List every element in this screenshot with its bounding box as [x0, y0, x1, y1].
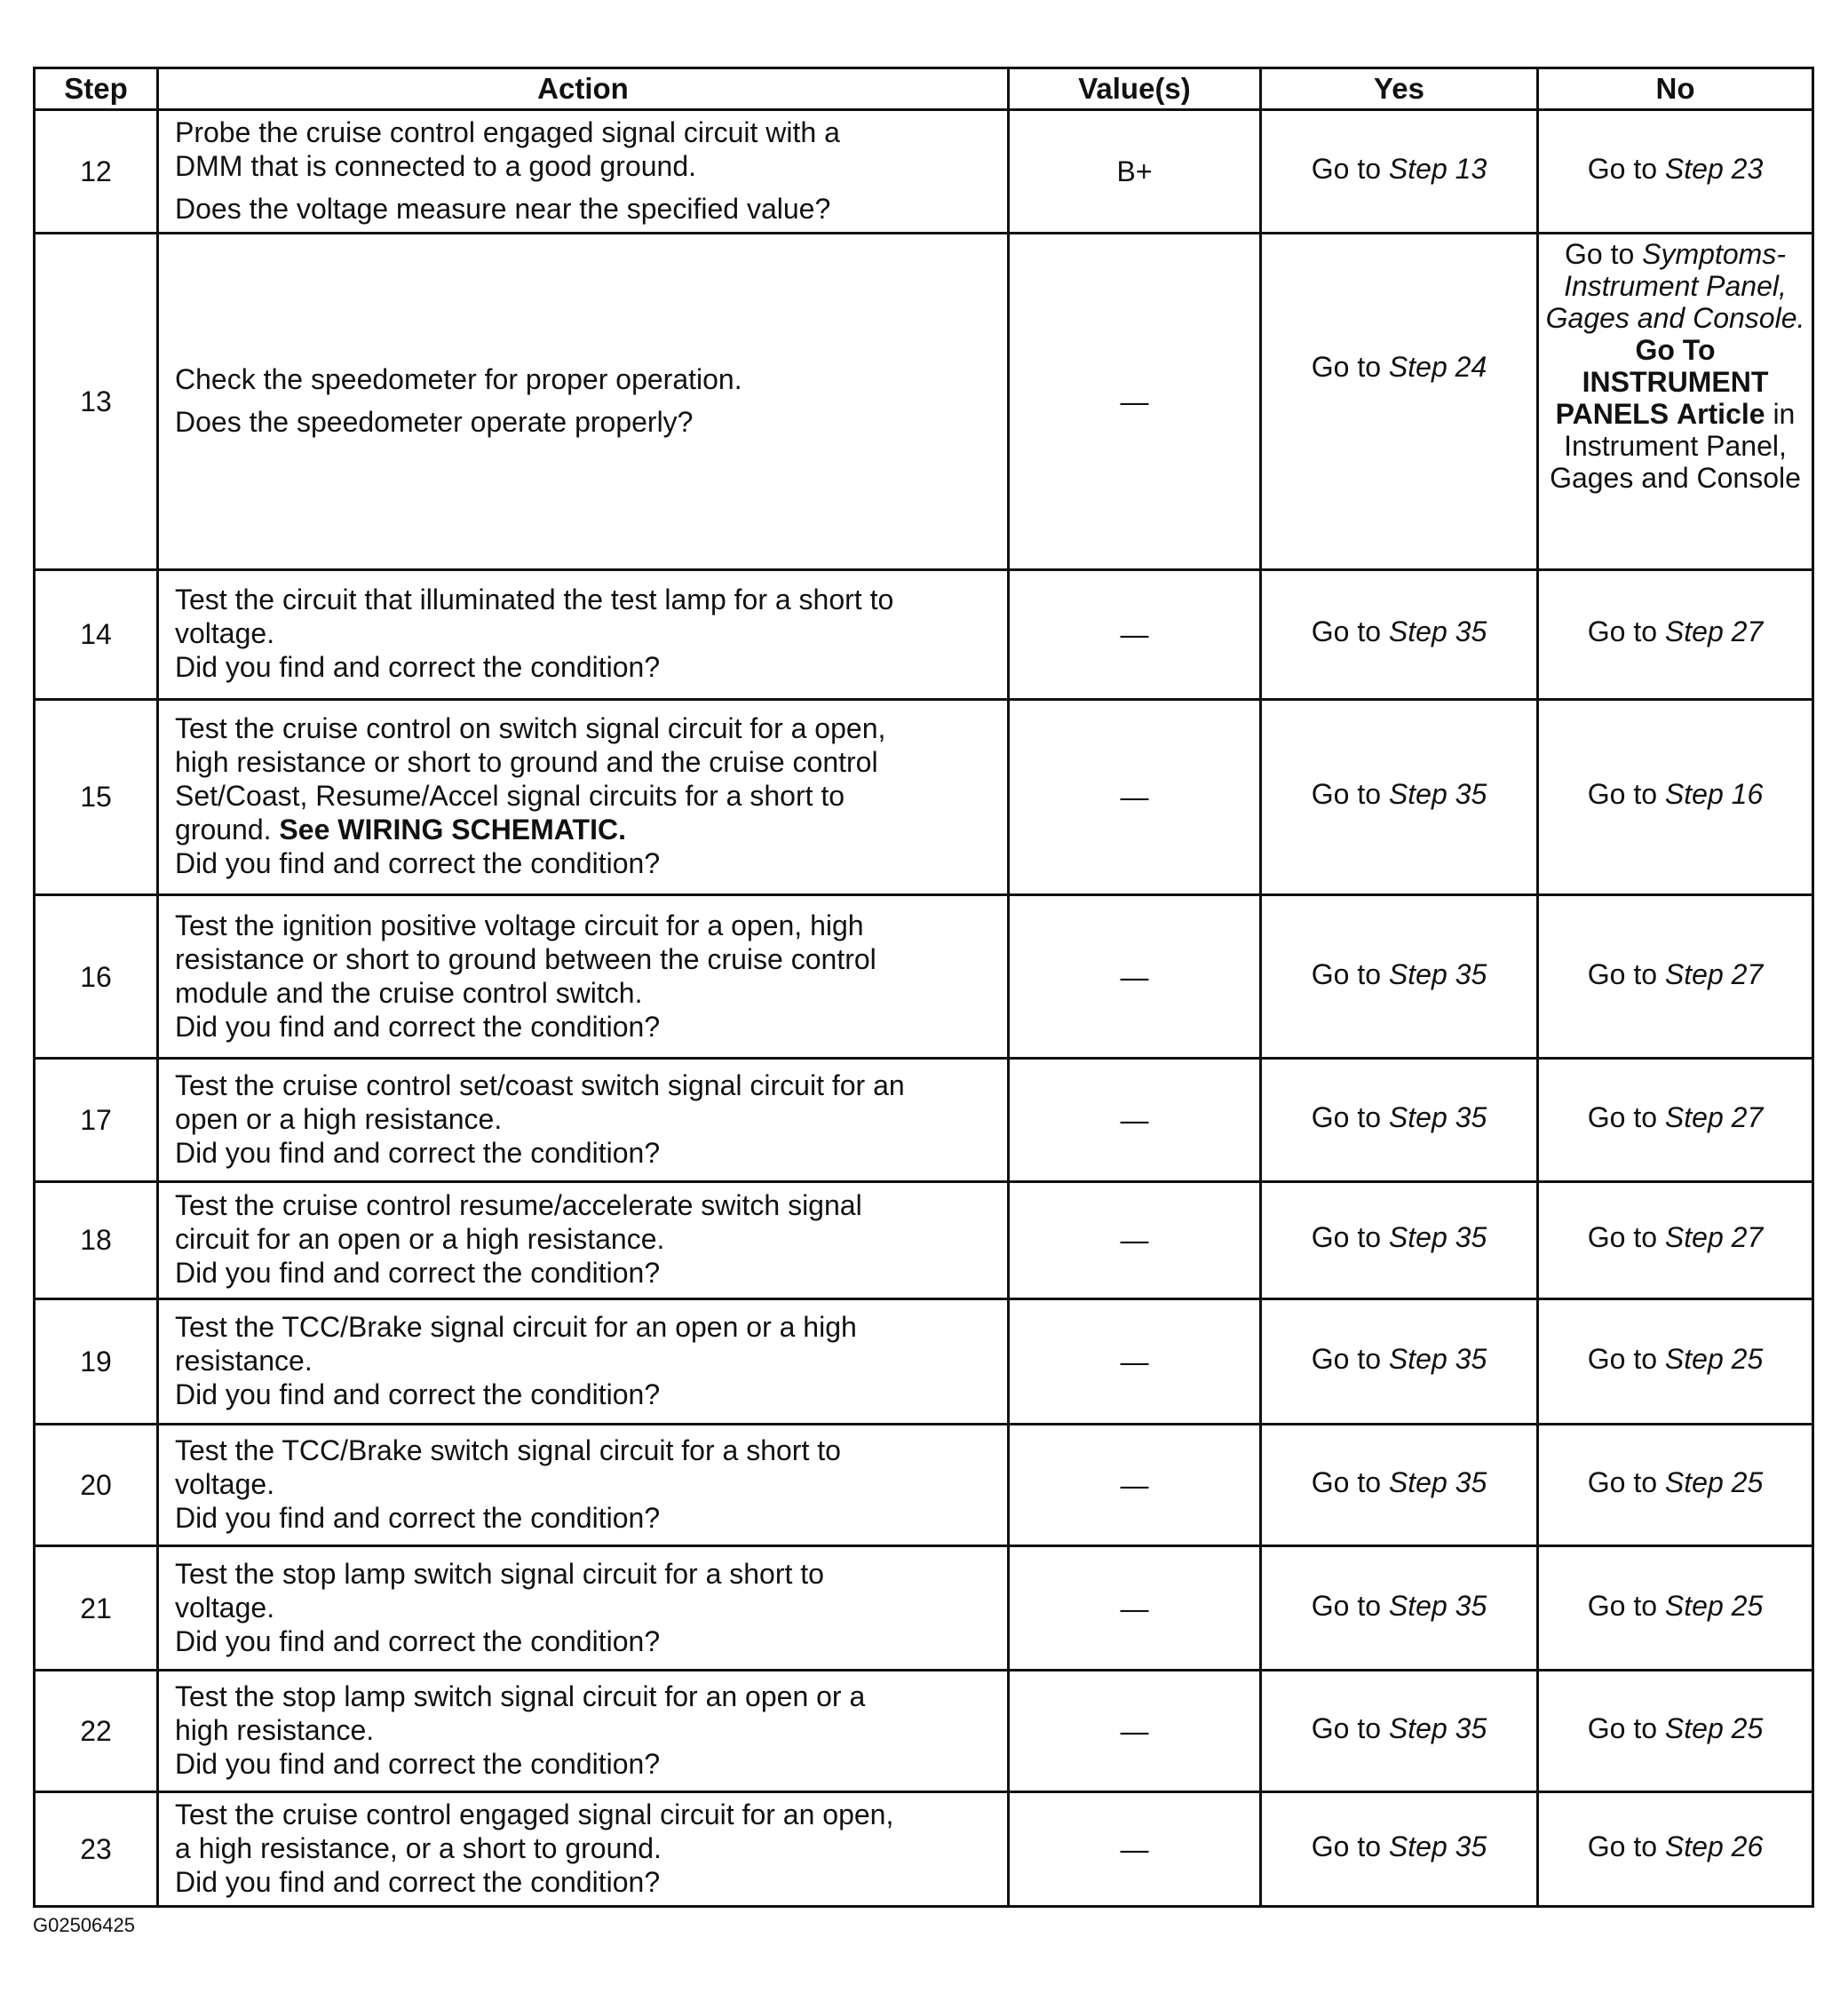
- action-text: DMM that is connected to a good ground.: [175, 149, 697, 182]
- step-number: 15: [35, 699, 158, 895]
- yes-step-link[interactable]: Step 35: [1388, 957, 1487, 990]
- table-row: [35, 233, 1813, 569]
- yes-step-link[interactable]: Step 35: [1388, 1466, 1487, 1499]
- action-text: Test the TCC/Brake signal circuit for an open or a high: [175, 1310, 857, 1343]
- yes-step-link[interactable]: Step 35: [1388, 1589, 1487, 1622]
- no-cell: [1538, 1424, 1813, 1546]
- yes-cell: [1261, 1670, 1538, 1792]
- yes-step-link[interactable]: Step 35: [1388, 1830, 1487, 1863]
- action-cell: [158, 110, 1009, 234]
- action-question: Did you find and correct the condition?: [175, 1624, 661, 1657]
- action-text: module and the cruise control switch.: [175, 976, 643, 1009]
- header-action: Action: [158, 68, 1009, 110]
- action-cell: [158, 1546, 1009, 1671]
- action-text: Probe the cruise control engaged signal circuit with a: [175, 115, 840, 148]
- header-no: No: [1538, 68, 1813, 110]
- no-prefix: Go to: [1587, 1100, 1658, 1133]
- action-question: Did you find and correct the condition?: [175, 651, 661, 684]
- table-row: [35, 1424, 1813, 1546]
- table-row: [35, 569, 1813, 699]
- action-cell: [158, 1792, 1009, 1907]
- figure-id: G02506425: [33, 1914, 135, 1936]
- action-text: open or a high resistance.: [175, 1102, 503, 1135]
- action-text: a high resistance, or a short to ground.: [175, 1832, 662, 1865]
- yes-prefix: Go to: [1311, 152, 1382, 185]
- action-cell: [158, 1181, 1009, 1299]
- action-cell: [158, 895, 1009, 1059]
- action-cell: [158, 1424, 1009, 1546]
- no-step-link[interactable]: Step 25: [1664, 1712, 1764, 1745]
- table-row: [35, 1792, 1813, 1907]
- action-cell: [158, 569, 1009, 699]
- step-number: 21: [35, 1546, 158, 1671]
- value-cell: —: [1009, 895, 1261, 1059]
- table-row: [35, 699, 1813, 895]
- yes-prefix: Go to: [1311, 1589, 1382, 1622]
- step-number: 13: [35, 233, 158, 569]
- no-cell: [1538, 1670, 1813, 1792]
- action-text: high resistance.: [175, 1714, 375, 1747]
- yes-prefix: Go to: [1311, 1221, 1382, 1254]
- value-cell: —: [1009, 233, 1261, 569]
- yes-step-link[interactable]: Step 35: [1388, 1221, 1487, 1254]
- yes-step-link[interactable]: Step 35: [1388, 615, 1487, 648]
- yes-prefix: Go to: [1311, 778, 1382, 811]
- action-cell: [158, 699, 1009, 895]
- yes-cell: [1261, 1299, 1538, 1425]
- no-step-link[interactable]: Step 16: [1664, 778, 1764, 811]
- step-number: 23: [35, 1792, 158, 1907]
- yes-step-link[interactable]: Step 35: [1388, 1712, 1487, 1745]
- yes-cell: [1261, 895, 1538, 1059]
- no-prefix: Go to: [1587, 152, 1658, 185]
- action-text: Test the cruise control set/coast switch signal circuit for an: [175, 1068, 905, 1101]
- no-step-link[interactable]: Step 26: [1664, 1830, 1764, 1863]
- yes-prefix: Go to: [1311, 1100, 1382, 1133]
- action-text: voltage.: [175, 1468, 275, 1501]
- yes-cell: [1261, 233, 1538, 569]
- no-prefix: Go to: [1587, 1712, 1658, 1745]
- no-step-link[interactable]: Step 27: [1664, 1100, 1764, 1133]
- action-text: Test the cruise control engaged signal circuit for an open,: [175, 1799, 894, 1831]
- header-row: [35, 68, 1813, 110]
- value-cell: —: [1009, 699, 1261, 895]
- yes-step-link[interactable]: Step 35: [1388, 778, 1487, 811]
- yes-cell: [1261, 1059, 1538, 1182]
- diagnostic-table: [33, 67, 1814, 1908]
- action-question: Did you find and correct the condition?: [175, 1748, 661, 1781]
- step-number: 19: [35, 1299, 158, 1425]
- action-text: Test the ignition positive voltage circuit for a open, high: [175, 909, 864, 941]
- header-step: Step: [35, 68, 158, 110]
- no-cell: [1538, 1059, 1813, 1182]
- table-row: [35, 1670, 1813, 1792]
- table-row: [35, 895, 1813, 1059]
- no-prefix: Go to: [1587, 778, 1658, 811]
- step-number: 12: [35, 110, 158, 234]
- no-cell: [1538, 1299, 1813, 1425]
- value-cell: —: [1009, 1792, 1261, 1907]
- step-number: 16: [35, 895, 158, 1059]
- wiring-schematic-link[interactable]: See WIRING SCHEMATIC.: [279, 814, 626, 846]
- yes-cell: [1261, 1546, 1538, 1671]
- table-row: [35, 110, 1813, 234]
- no-prefix: Go to: [1587, 957, 1658, 990]
- table-row: [35, 1299, 1813, 1425]
- value-cell: —: [1009, 1181, 1261, 1299]
- step-number: 17: [35, 1059, 158, 1182]
- action-text: voltage.: [175, 1591, 275, 1624]
- step-number: 14: [35, 569, 158, 699]
- yes-prefix: Go to: [1311, 350, 1382, 383]
- value-cell: —: [1009, 1299, 1261, 1425]
- action-cell: [158, 233, 1009, 569]
- value-cell: —: [1009, 1059, 1261, 1182]
- article-location-text: in Instrument Panel, Gages and Console: [1550, 397, 1801, 494]
- yes-prefix: Go to: [1311, 957, 1382, 990]
- action-cell: [158, 1059, 1009, 1182]
- value-cell: —: [1009, 1546, 1261, 1671]
- action-text: voltage.: [175, 617, 275, 650]
- action-cell: [158, 1299, 1009, 1425]
- no-step-link[interactable]: Step 27: [1664, 957, 1764, 990]
- step-number: 22: [35, 1670, 158, 1792]
- action-question: Did you find and correct the condition?: [175, 1502, 661, 1535]
- no-step-link[interactable]: Step 23: [1664, 152, 1764, 185]
- yes-prefix: Go to: [1311, 1342, 1382, 1375]
- action-question: Does the voltage measure near the specified value?: [175, 192, 831, 225]
- action-text: Set/Coast, Resume/Accel signal circuits for a short to: [175, 780, 845, 813]
- no-prefix: Go to: [1565, 237, 1635, 270]
- no-prefix: Go to: [1587, 1830, 1658, 1863]
- no-prefix: Go to: [1587, 1342, 1658, 1375]
- no-step-link[interactable]: Step 25: [1664, 1466, 1764, 1499]
- no-cell: [1538, 1792, 1813, 1907]
- yes-cell: [1261, 699, 1538, 895]
- no-step-link[interactable]: Step 25: [1664, 1589, 1764, 1622]
- value-cell: —: [1009, 569, 1261, 699]
- action-text: resistance.: [175, 1344, 313, 1377]
- yes-prefix: Go to: [1311, 615, 1382, 648]
- no-step-link[interactable]: Step 25: [1664, 1342, 1764, 1375]
- yes-step-link[interactable]: Step 13: [1388, 152, 1487, 185]
- no-prefix: Go to: [1587, 1466, 1658, 1499]
- step-number: 18: [35, 1181, 158, 1299]
- value-cell: B+: [1009, 110, 1261, 234]
- header-value: Value(s): [1009, 68, 1261, 110]
- no-go-to-text: Go To: [1635, 333, 1716, 366]
- action-question: Did you find and correct the condition?: [175, 1866, 661, 1899]
- no-cell: [1538, 1546, 1813, 1671]
- action-question: Did you find and correct the condition?: [175, 1010, 661, 1043]
- action-text: resistance or short to ground between the cruise control: [175, 942, 876, 975]
- action-text: Test the circuit that illuminated the test lamp for a short to: [175, 584, 894, 616]
- yes-cell: [1261, 110, 1538, 234]
- yes-cell: [1261, 1181, 1538, 1299]
- action-text: high resistance or short to ground and the cruise control: [175, 746, 878, 779]
- table-row: [35, 1181, 1813, 1299]
- article-text: Article: [1676, 397, 1765, 430]
- no-prefix: Go to: [1587, 1589, 1658, 1622]
- yes-step-link[interactable]: Step 35: [1388, 1342, 1487, 1375]
- yes-prefix: Go to: [1311, 1466, 1382, 1499]
- action-text: Check the speedometer for proper operation.: [175, 362, 742, 395]
- yes-cell: [1261, 1424, 1538, 1546]
- step-number: 20: [35, 1424, 158, 1546]
- action-question: Did you find and correct the condition?: [175, 847, 661, 880]
- no-cell: [1538, 895, 1813, 1059]
- action-cell: [158, 1670, 1009, 1792]
- value-cell: —: [1009, 1670, 1261, 1792]
- header-yes: Yes: [1261, 68, 1538, 110]
- symptoms-link[interactable]: Symptoms-Instrument Panel, Gages and Console.: [1545, 237, 1805, 334]
- action-text: Test the cruise control resume/accelerate switch signal: [175, 1189, 862, 1222]
- action-question: Did you find and correct the condition?: [175, 1257, 661, 1290]
- no-prefix: Go to: [1587, 1221, 1658, 1254]
- yes-step-link[interactable]: Step 35: [1388, 1100, 1487, 1133]
- value-cell: —: [1009, 1424, 1261, 1546]
- action-text: circuit for an open or a high resistance.: [175, 1223, 665, 1256]
- yes-prefix: Go to: [1311, 1712, 1382, 1745]
- table-row: [35, 1546, 1813, 1671]
- no-cell: [1538, 569, 1813, 699]
- action-text: Test the stop lamp switch signal circuit for a short to: [175, 1557, 824, 1590]
- yes-prefix: Go to: [1311, 1830, 1382, 1863]
- no-cell: [1538, 233, 1813, 569]
- action-text: Test the stop lamp switch signal circuit for an open or a: [175, 1680, 866, 1713]
- action-text-last: [175, 813, 996, 846]
- no-cell: [1538, 110, 1813, 234]
- no-prefix: Go to: [1587, 615, 1658, 648]
- yes-cell: [1261, 1792, 1538, 1907]
- no-step-link[interactable]: Step 27: [1664, 1221, 1764, 1254]
- no-cell: [1538, 699, 1813, 895]
- no-step-link[interactable]: Step 27: [1664, 615, 1764, 648]
- action-question: Did you find and correct the condition?: [175, 1136, 661, 1169]
- yes-step-link[interactable]: Step 24: [1388, 350, 1487, 383]
- yes-cell: [1261, 569, 1538, 699]
- action-text: Test the TCC/Brake switch signal circuit for a short to: [175, 1434, 841, 1467]
- no-cell: [1538, 1181, 1813, 1299]
- action-question: Does the speedometer operate properly?: [175, 405, 694, 438]
- table-row: [35, 1059, 1813, 1182]
- action-text: Test the cruise control on switch signal circuit for a open,: [175, 712, 886, 745]
- action-question: Did you find and correct the condition?: [175, 1378, 661, 1410]
- instrument-panels-link[interactable]: INSTRUMENT PANELS: [1555, 365, 1769, 430]
- action-text: ground.: [175, 814, 272, 846]
